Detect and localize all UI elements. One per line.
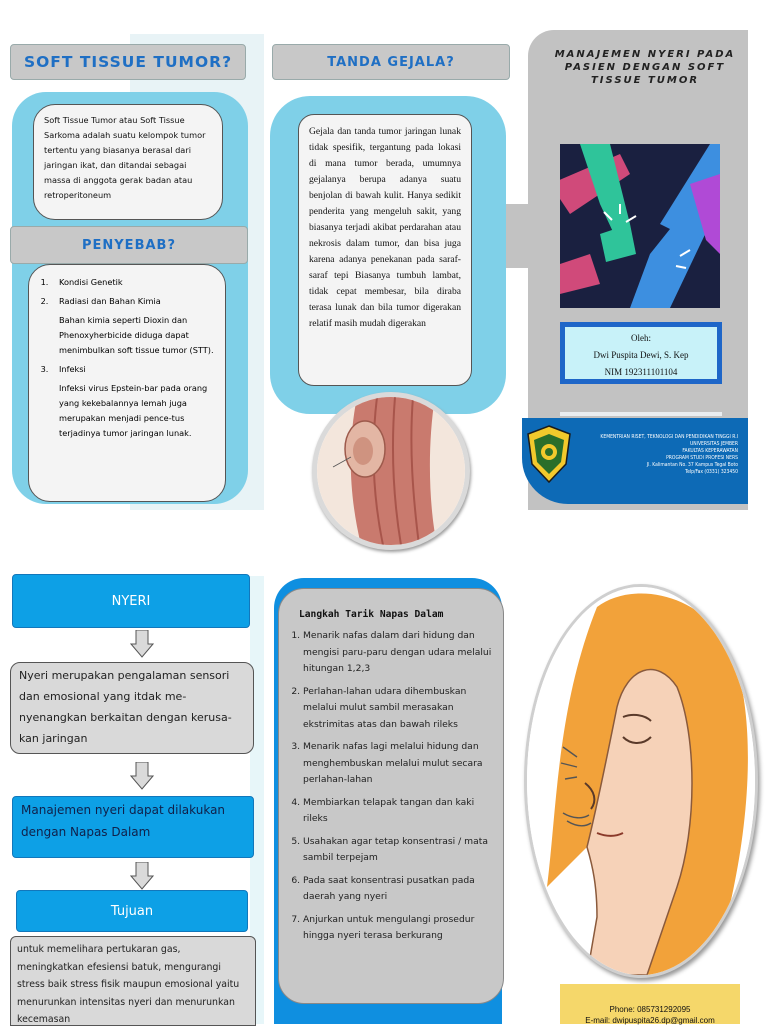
author-nim: NIM 192311101104 bbox=[604, 367, 678, 377]
causes-list bbox=[29, 265, 225, 441]
contact-box bbox=[560, 984, 740, 1024]
goal-title bbox=[16, 890, 248, 932]
cause-label: Infeksi bbox=[59, 364, 86, 374]
step-item: 1. Menarik nafas dalam dari hidung dan mengisi paru-paru dengan udara melalui hitungan 1,2,3 bbox=[303, 628, 493, 678]
panel1-title bbox=[10, 44, 246, 80]
cause-detail: Bahan kimia seperti Dioxin dan Phenoxyherbicide diduga dapat menimbulkan soft tissue tumor (STT). bbox=[59, 315, 214, 355]
univ-line: KEMENTRIAN RISET, TEKNOLOGI DAN PENDIDIKAN TINGGI R.I bbox=[600, 434, 738, 440]
definition-text: Soft Tissue Tumor atau Soft Tissue Sarkoma adalah suatu kelompok tumor tertentu yang biasanya berasal dari jaringan ikat, dan ditandai sebagai massa di anggota gerak badan atau retroperitoneum bbox=[44, 115, 206, 200]
goal-title-text: Tujuan bbox=[110, 903, 154, 919]
university-address bbox=[578, 434, 738, 476]
step-item: 3. Menarik nafas lagi melalui hidung dan menghembuskan melalui mulut secara perlahan-lahan bbox=[303, 739, 493, 789]
cause-label: Kondisi Genetik bbox=[59, 277, 123, 287]
symptoms-box bbox=[298, 114, 472, 386]
management-box bbox=[12, 796, 254, 858]
definition-box bbox=[33, 104, 223, 220]
university-logo bbox=[524, 424, 574, 484]
step-item: 6. Pada saat konsentrasi pusatkan pada daerah yang nyeri bbox=[303, 873, 493, 906]
author-name: Dwi Puspita Dewi, S. Kep bbox=[593, 350, 689, 360]
univ-line: PROGRAM STUDI PROFESI NERS bbox=[666, 455, 738, 461]
arrow-down-icon bbox=[130, 762, 154, 795]
steps-list bbox=[279, 620, 503, 945]
tumor-illustration bbox=[312, 392, 470, 550]
causes-title-text: PENYEBAB? bbox=[81, 237, 176, 253]
causes-box bbox=[28, 264, 226, 502]
cover-tab bbox=[506, 204, 536, 268]
management-text: Manajemen nyeri dapat dilakukan dengan Napas Dalam bbox=[21, 803, 226, 839]
causes-title bbox=[10, 226, 248, 264]
nyeri-definition-box bbox=[10, 662, 254, 754]
contact-email: E-mail: dwipuspita26.dp@gmail.com bbox=[585, 1016, 715, 1025]
panel2-title-text: TANDA GEJALA? bbox=[327, 54, 455, 70]
goal-box bbox=[10, 936, 256, 1026]
cover-divider bbox=[560, 412, 722, 416]
univ-line: Telp/Fax (0331) 323450 bbox=[685, 469, 738, 475]
author-label: Oleh: bbox=[631, 333, 651, 343]
author-box bbox=[560, 322, 722, 384]
panel1-title-text: SOFT TISSUE TUMOR? bbox=[23, 53, 233, 71]
steps-title: Langkah Tarik Napas Dalam bbox=[299, 609, 444, 620]
cover-title: MANAJEMEN NYERI PADA PASIEN DENGAN SOFT TISSUE TUMOR bbox=[554, 49, 736, 86]
steps-panel bbox=[278, 588, 504, 1004]
nyeri-title bbox=[12, 574, 250, 628]
univ-line: UNIVERSITAS JEMBER bbox=[689, 441, 738, 447]
step-item: 4. Membiarkan telapak tangan dan kaki rileks bbox=[303, 795, 493, 828]
breathing-woman-illustration bbox=[524, 584, 758, 978]
goal-text: untuk memelihara pertukaran gas, meningkatkan efesiensi batuk, mengurangi stress baik stress fisik maupun emosional yaitu menurunkan intensitas nyeri dan menurunkan kecemasan bbox=[17, 944, 240, 1025]
cause-item bbox=[51, 362, 215, 441]
cause-item bbox=[51, 294, 215, 358]
contact-phone: Phone: 085731292095 bbox=[609, 1005, 691, 1014]
cause-label: Radiasi dan Bahan Kimia bbox=[59, 296, 161, 306]
step-item: 7. Anjurkan untuk mengulangi prosedur hingga nyeri terasa berkurang bbox=[303, 912, 493, 945]
author-inner bbox=[565, 327, 717, 379]
pain-illustration bbox=[560, 144, 720, 308]
nyeri-definition-text: Nyeri merupakan pengalaman sensori dan emosional yang itdak me-nyenangkan berkaitan dengan kerusa-kan jaringan bbox=[19, 669, 232, 745]
cause-detail: Infeksi virus Epstein-bar pada orang yang kekebalannya lemah juga merupakan menjadi pence-tus terjadinya tumor jaringan lunak. bbox=[59, 383, 208, 438]
step-item: 2. Perlahan-lahan udara dihembuskan melalui mulut sambil merasakan ekstrimitas atas dan bawah rileks bbox=[303, 684, 493, 734]
panel2-title bbox=[272, 44, 510, 80]
univ-line: FAKULTAS KEPERAWATAN bbox=[682, 448, 738, 454]
step-item: 5. Usahakan agar tetap konsentrasi / mata sambil terpejam bbox=[303, 834, 493, 867]
symptoms-text: Gejala dan tanda tumor jaringan lunak tidak spesifik, tergantung pada lokasi di mana tumor berada, umumnya gejalanya berupa adanya suatu benjolan di bawah kulit. Hanya sedikit penderita yang mengeluh sakit, yang biasanya terjadi akibat perdarahan atau nekrosis dalam tumor, dan bisa juga karena adanya penekanan pada saraf-saraf tepi Biasanya tumbuh lambat, tidak cepat membesar, bila diraba terasa lunak dan bila tumor digerakan relatif masih mudah digerakan bbox=[309, 126, 461, 329]
nyeri-title-text: NYERI bbox=[111, 593, 151, 609]
arrow-down-icon bbox=[130, 630, 154, 663]
cause-item bbox=[51, 275, 215, 290]
univ-line: Jl. Kalimantan No. 37 Kampus Tegal Boto bbox=[646, 462, 738, 468]
